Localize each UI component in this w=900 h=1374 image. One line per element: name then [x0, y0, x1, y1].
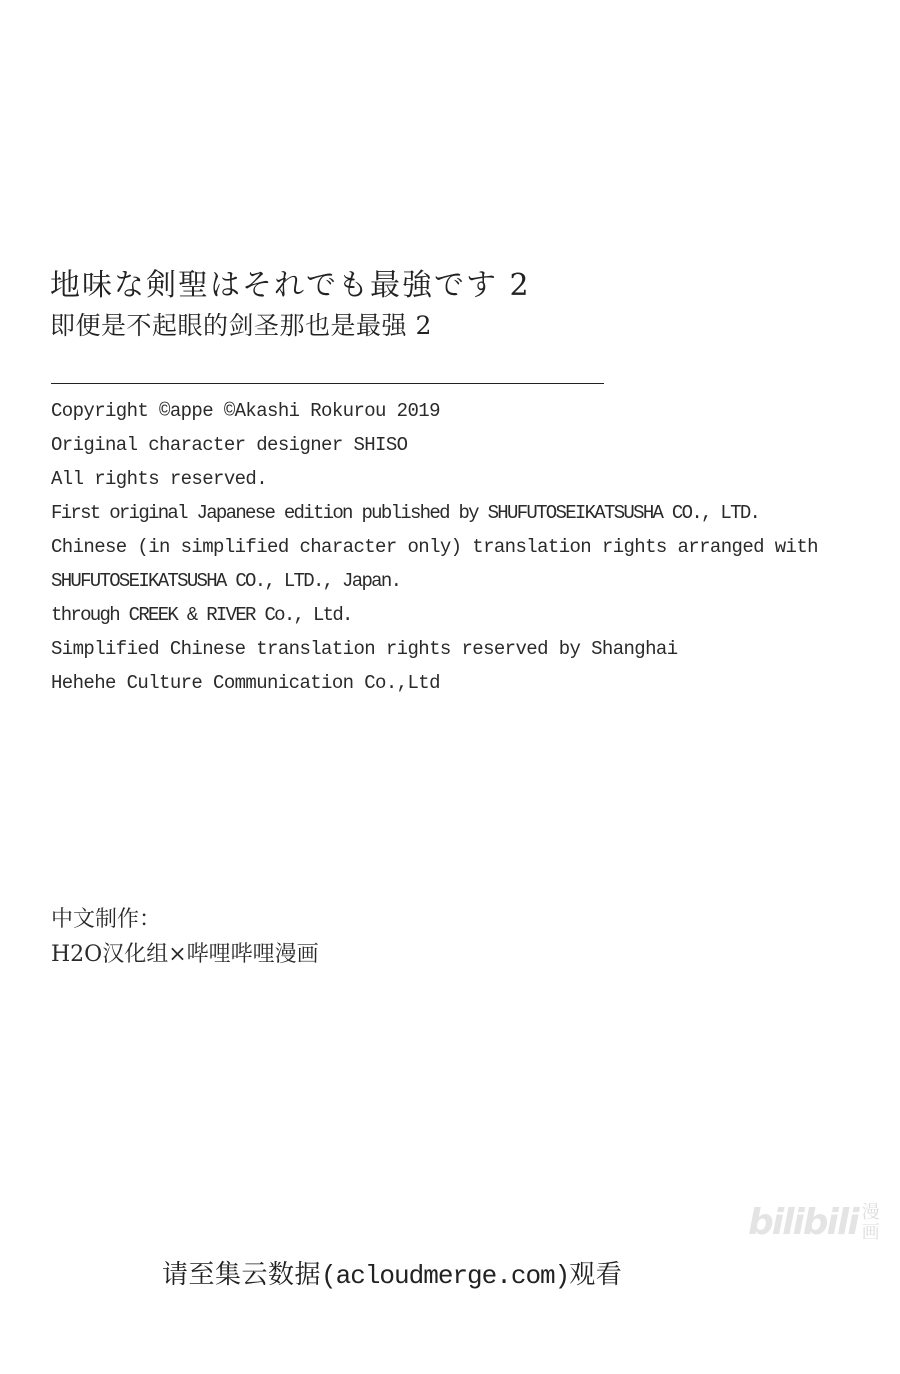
first-edition-line: First original Japanese edition published by SHUFUTOSEIKATSUSHA CO., LTD.: [51, 502, 760, 524]
credits-value: H2O汉化组×哔哩哔哩漫画: [51, 942, 319, 967]
footer-source-note: [162, 1256, 622, 1295]
credits-block: [51, 903, 319, 973]
divider-line: [51, 383, 604, 384]
chinese-title: 即便是不起眼的剑圣那也是最强 2: [50, 311, 432, 340]
manga-char-2: 画: [861, 1222, 880, 1243]
japanese-title: 地味な剣聖はそれでも最強です 2: [50, 268, 531, 303]
chinese-publisher-line: Hehehe Culture Communication Co.,Ltd: [51, 672, 440, 694]
manga-char-1: 漫: [861, 1202, 880, 1223]
bilibili-logo-icon: bilibili: [748, 1202, 858, 1243]
footer-site-link[interactable]: (acloudmerge.com): [321, 1261, 570, 1291]
agency-line: through CREEK & RIVER Co., Ltd.: [51, 604, 352, 626]
credits-label: 中文制作：: [51, 907, 162, 932]
footer-suffix: 观看: [569, 1260, 623, 1290]
translation-rights-line: Chinese (in simplified character only) translation rights arranged with: [51, 536, 818, 558]
character-designer-line: Original character designer SHISO: [51, 434, 408, 456]
copyright-block: [51, 396, 818, 702]
publisher-japan-line: SHUFUTOSEIKATSUSHA CO., LTD., Japan.: [51, 570, 401, 592]
copyright-line: Copyright ©appe ©Akashi Rokurou 2019: [51, 400, 440, 422]
manga-label: [862, 1203, 880, 1243]
bilibili-manga-watermark: [748, 1203, 880, 1243]
rights-reserved-line: All rights reserved.: [51, 468, 268, 490]
simplified-chinese-rights-line: Simplified Chinese translation rights reserved by Shanghai: [51, 638, 678, 660]
footer-prefix: 请至集云数据: [162, 1260, 322, 1290]
